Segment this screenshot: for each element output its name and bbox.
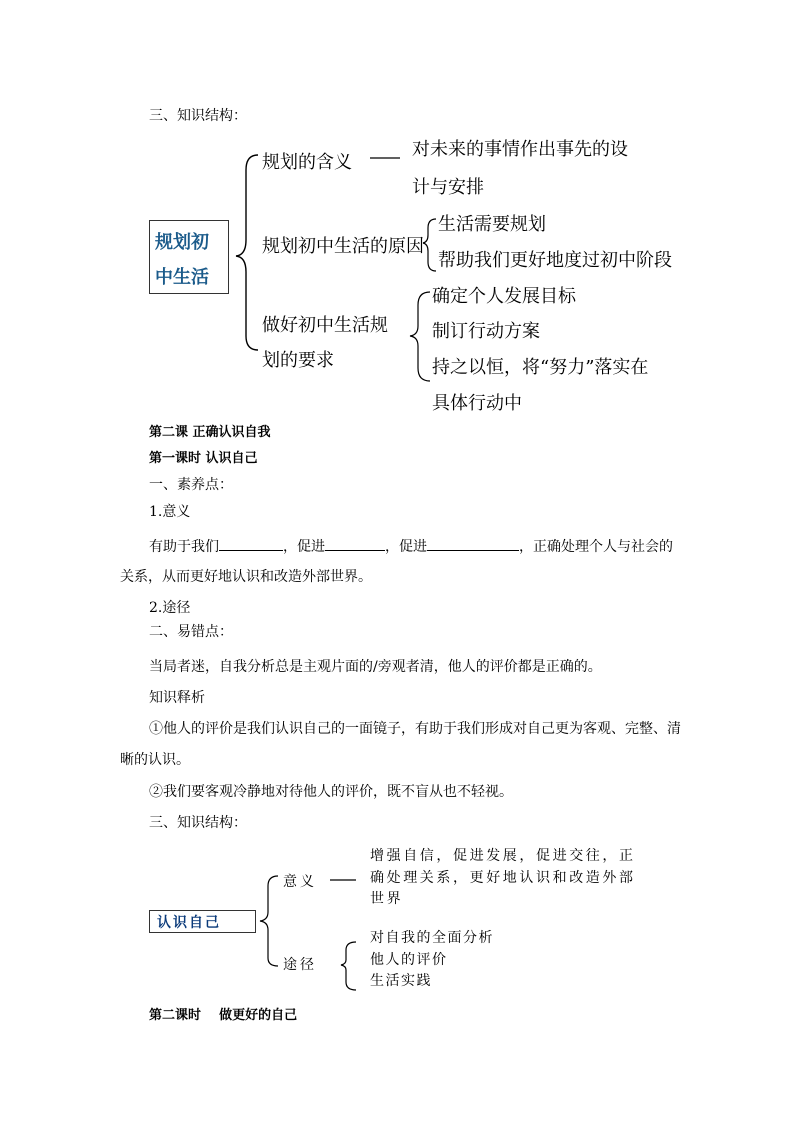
lesson-title: 第二课 正确认识自我	[149, 425, 271, 440]
root-label-line2: 中生活	[155, 267, 209, 288]
analysis-heading: 知识释析	[149, 690, 205, 706]
sub-heading: 1.意义	[149, 504, 191, 520]
branch-meaning-label: 意义	[283, 874, 317, 890]
branch-requirement-label-line1: 做好初中生活规	[262, 315, 388, 336]
paragraph-line: ①他人的评价是我们认识自己的一面镜子，有助于我们形成对自己更为客观、完整、清	[149, 721, 681, 737]
branch-meaning-desc-line2: 计与安排	[412, 177, 484, 198]
paragraph-line: ②我们要客观冷静地对待他人的评价，既不盲从也不轻视。	[149, 784, 513, 800]
section-heading: 一、素养点：	[149, 477, 233, 493]
text-fragment: ，促进	[385, 539, 427, 555]
branch-meaning-desc-line: 确处理关系，更好地认识和改造外部	[370, 870, 636, 886]
answer-blank[interactable]	[219, 536, 283, 551]
answer-blank[interactable]	[427, 536, 519, 551]
branch-requirement-item: 制订行动方案	[432, 321, 540, 342]
section-heading: 二、易错点：	[149, 624, 233, 640]
root-label-line1: 规划初	[155, 232, 209, 253]
branch-requirement-item: 确定个人发展目标	[432, 286, 576, 307]
branch-reason-label: 规划初中生活的原因	[262, 236, 424, 257]
paragraph-line: 晰的认识。	[120, 752, 190, 768]
text-fragment: ，正确处理个人与社会的	[519, 539, 673, 555]
branch-path-item: 生活实践	[370, 973, 432, 989]
branch-reason-item: 生活需要规划	[438, 214, 546, 235]
root-box-know-self	[149, 910, 256, 933]
fill-blank-line	[149, 536, 673, 556]
next-lesson-title: 第二课时 做更好的自己	[149, 1008, 298, 1023]
answer-blank[interactable]	[325, 536, 385, 551]
branch-path-item: 对自我的全面分析	[370, 930, 494, 946]
branch-requirement-label-line2: 划的要求	[262, 350, 334, 371]
paragraph-line: 当局者迷，自我分析总是主观片面的/旁观者清，他人的评价都是正确的。	[149, 659, 602, 675]
section-heading: 三、知识结构：	[149, 815, 247, 831]
branch-requirement-item: 持之以恒，将“努力”落实在	[432, 357, 649, 378]
root-label: 认识自己	[157, 915, 221, 931]
branch-meaning-desc-line1: 对未来的事情作出事先的设	[412, 139, 628, 160]
branch-path-item: 他人的评价	[370, 952, 448, 968]
root-box-plan-life	[149, 220, 229, 294]
branch-meaning-label: 规划的含义	[262, 152, 352, 173]
branch-meaning-desc-line: 世界	[370, 891, 404, 907]
branch-path-label: 途径	[283, 957, 317, 973]
branch-meaning-desc-line: 增强自信，促进发展，促进交往，正	[370, 848, 636, 864]
branch-reason-item: 帮助我们更好地度过初中阶段	[438, 250, 672, 271]
text-fragment: ，促进	[283, 539, 325, 555]
paragraph-line: 关系，从而更好地认识和改造外部世界。	[120, 569, 372, 585]
sub-heading: 2.途径	[149, 600, 191, 616]
text-fragment: 有助于我们	[149, 539, 219, 555]
section-heading: 三、知识结构：	[149, 108, 247, 124]
branch-requirement-item: 具体行动中	[432, 393, 522, 414]
lesson-period: 第一课时 认识自己	[149, 451, 258, 466]
